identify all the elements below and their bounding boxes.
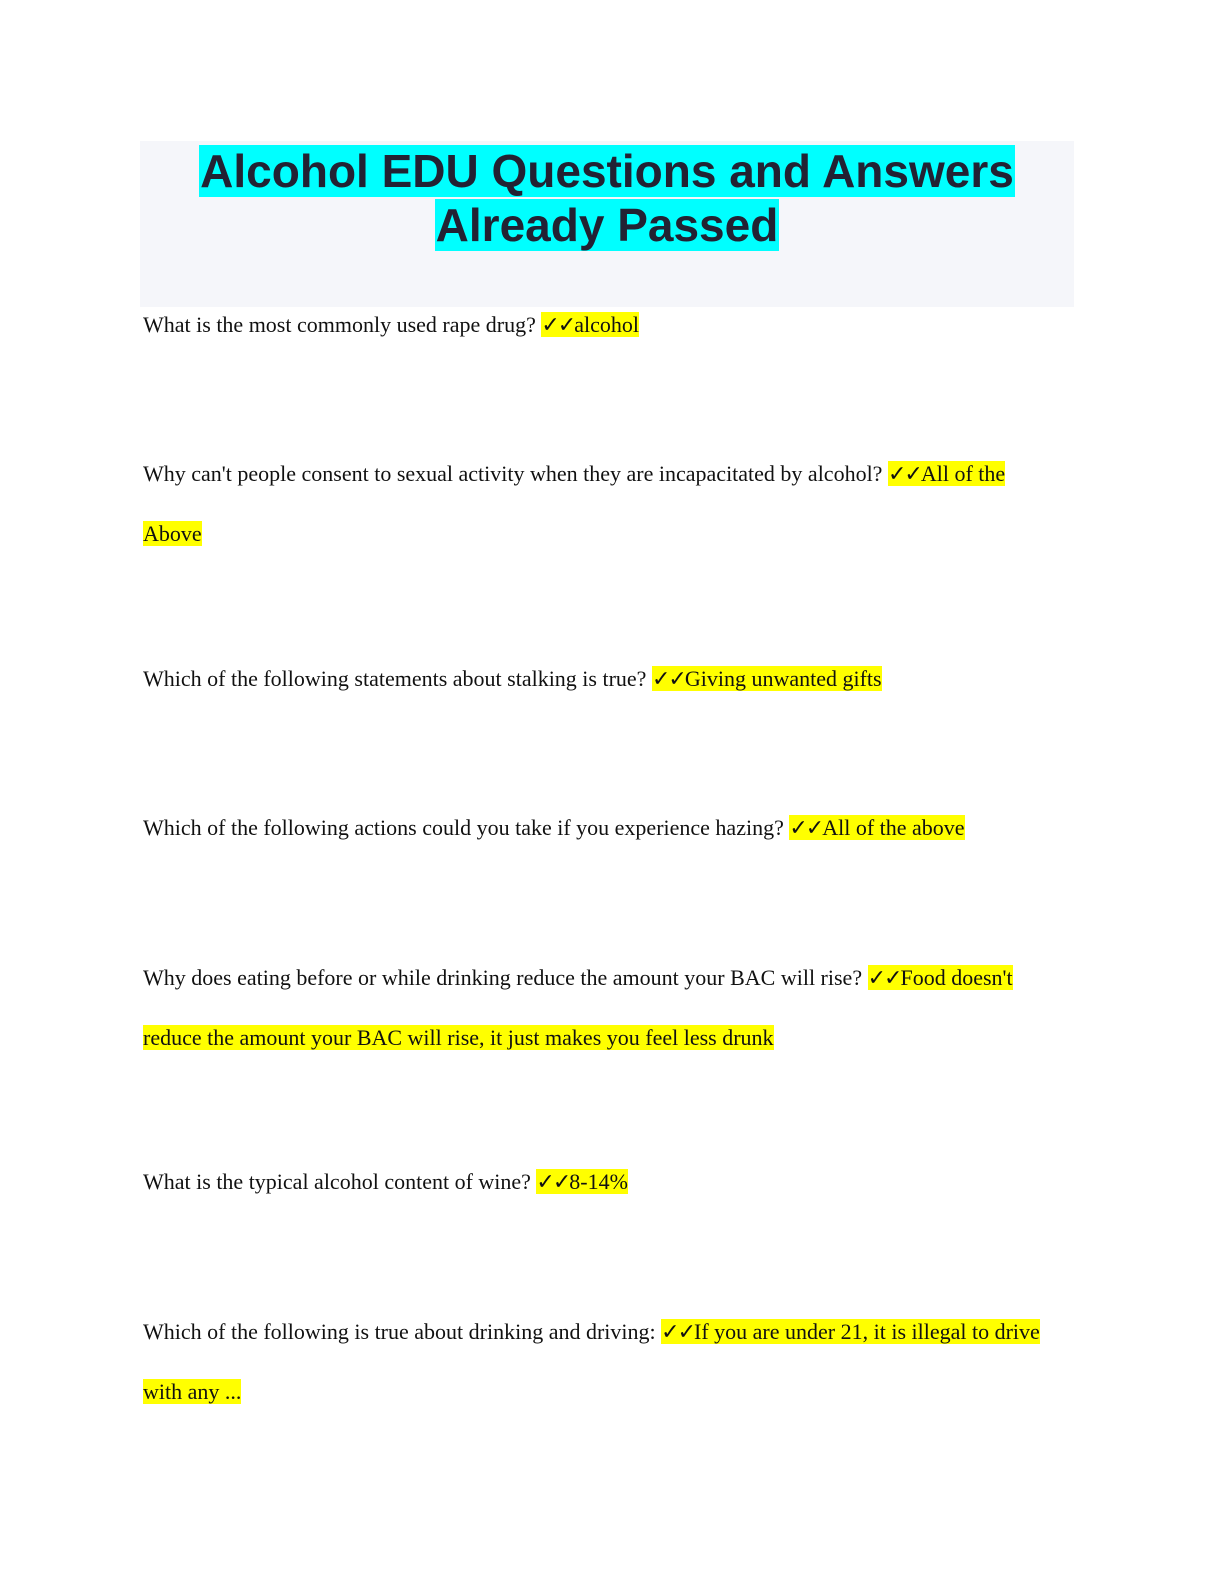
qa-item-1 [143, 295, 1068, 355]
question-text: Which of the following actions could you take if you experience hazing? [143, 815, 790, 840]
check-mark-icon: ✓✓ [651, 667, 685, 692]
qa-item-7 [143, 1302, 1068, 1421]
check-mark-icon: ✓✓ [887, 462, 921, 487]
question-text: Why can't people consent to sexual activity when they are incapacitated by alcohol? [143, 461, 888, 486]
answer-highlight [789, 815, 964, 840]
check-mark-icon: ✓✓ [661, 1320, 695, 1345]
answer-text: Giving unwanted gifts [684, 666, 882, 691]
question-text: Which of the following is true about drinking and driving: [143, 1319, 662, 1344]
qa-item-5 [143, 948, 1068, 1067]
answer-text: All of the Above [143, 461, 1006, 546]
title-banner [140, 141, 1074, 307]
answer-highlight [541, 312, 639, 337]
question-text: Which of the following statements about stalking is true? [143, 666, 652, 691]
answer-highlight [536, 1169, 628, 1194]
question-text: What is the typical alcohol content of wine? [143, 1169, 537, 1194]
qa-item-6 [143, 1152, 1068, 1212]
answer-text: If you are under 21, it is illegal to drive with any ... [143, 1319, 1040, 1404]
qa-item-2 [143, 444, 1068, 563]
qa-item-4 [143, 798, 1068, 858]
answer-text: 8-14% [569, 1169, 628, 1194]
qa-item-3 [143, 649, 1068, 709]
answer-highlight [652, 666, 882, 691]
question-text: Why does eating before or while drinking reduce the amount your BAC will rise? [143, 965, 868, 990]
check-mark-icon: ✓✓ [789, 816, 823, 841]
answer-text: All of the above [822, 815, 965, 840]
check-mark-icon: ✓✓ [867, 966, 901, 991]
answer-text: alcohol [574, 312, 639, 337]
document-title-line-2: Already Passed [435, 199, 779, 251]
check-mark-icon: ✓✓ [536, 1170, 570, 1195]
document-title-line-1: Alcohol EDU Questions and Answers [200, 145, 1014, 197]
answer-text: Food doesn't reduce the amount your BAC will rise, it just makes you feel less drunk [143, 965, 1013, 1050]
check-mark-icon: ✓✓ [541, 313, 575, 338]
question-text: What is the most commonly used rape drug? [143, 312, 542, 337]
